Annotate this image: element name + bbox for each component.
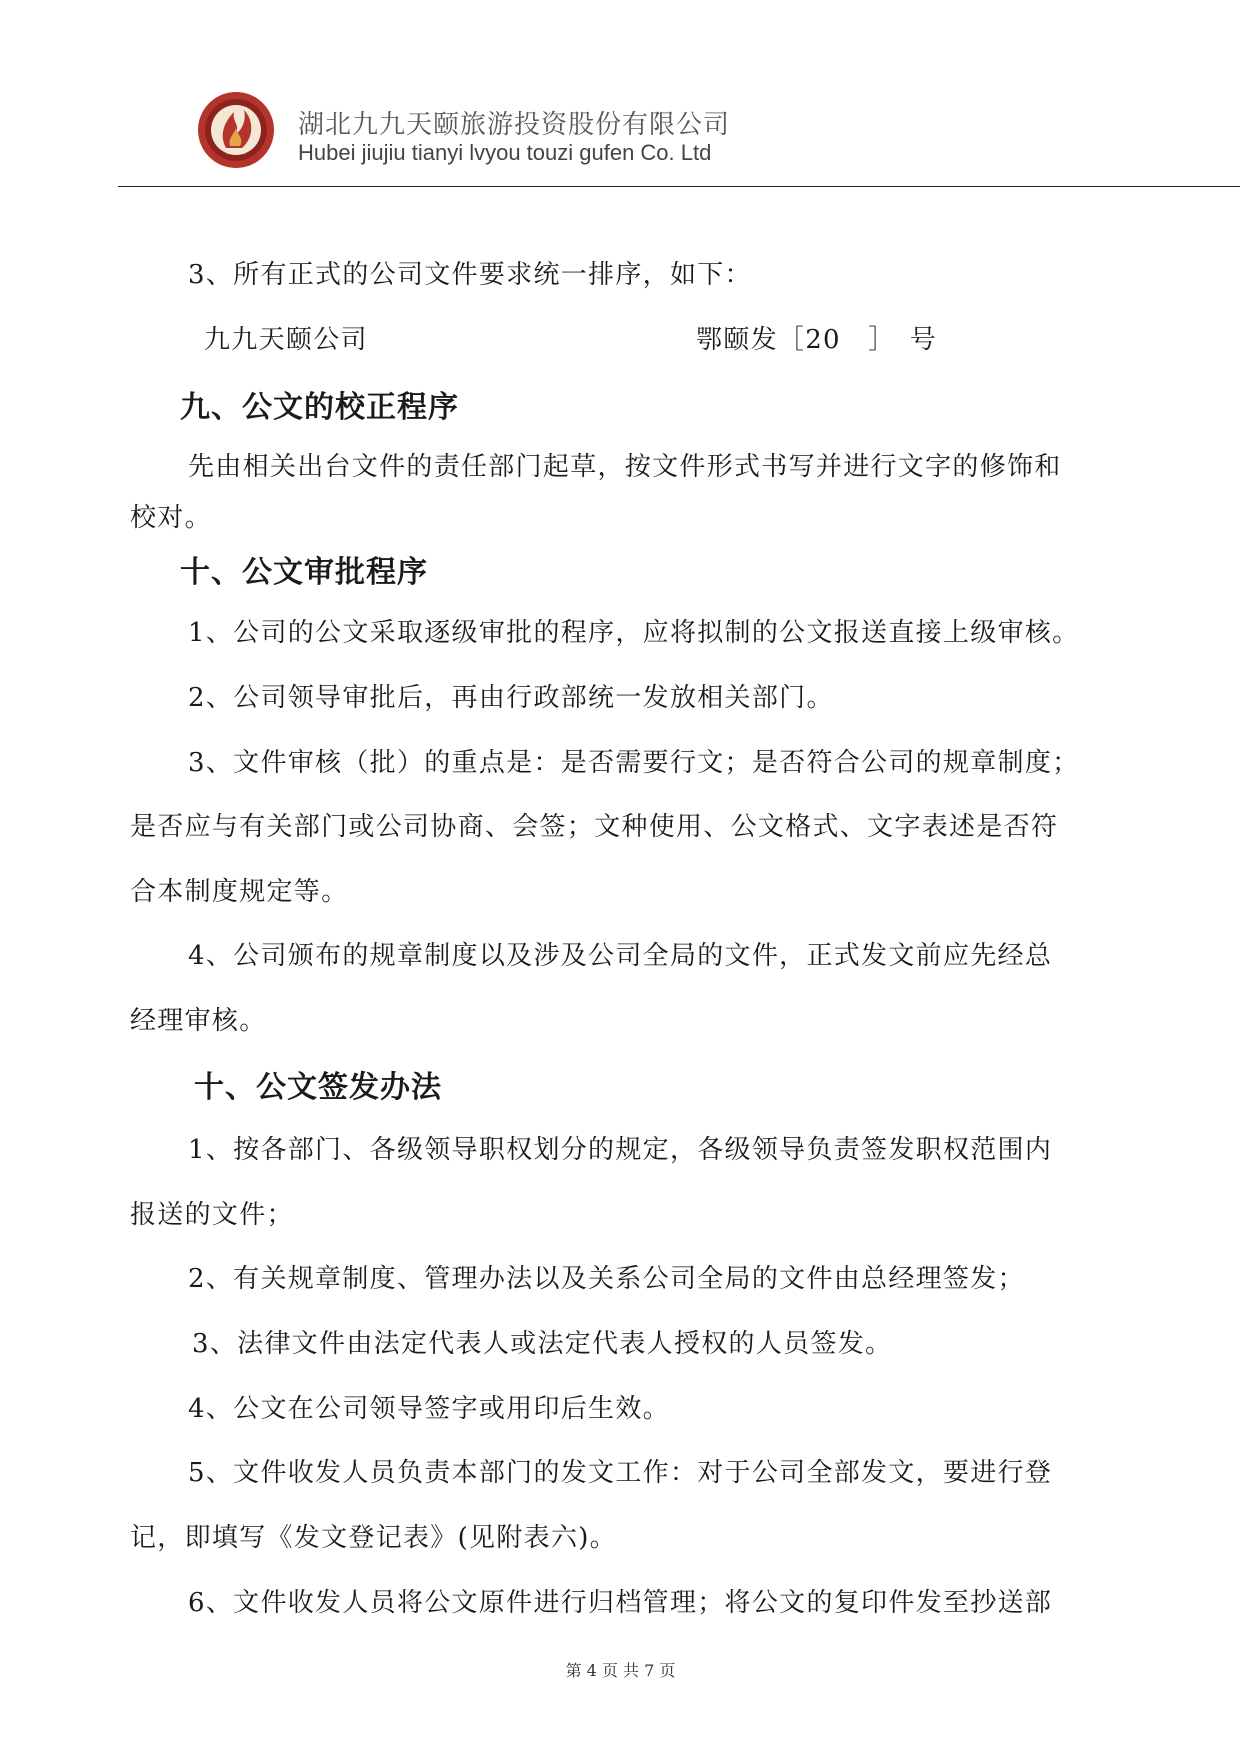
- paragraph-line: 3、所有正式的公司文件要求统一排序，如下：: [188, 260, 752, 290]
- paragraph-line: 合本制度规定等。: [130, 877, 349, 907]
- paragraph-line: 先由相关出台文件的责任部门起草，按文件形式书写并进行文字的修饰和: [188, 452, 1062, 482]
- paragraph-line: 经理审核。: [130, 1006, 267, 1036]
- page-header: [0, 0, 1241, 190]
- paragraph-line: 报送的文件；: [130, 1200, 294, 1230]
- company-name-cn: 湖北九九天颐旅游投资股份有限公司: [298, 110, 731, 140]
- paragraph-line: 4、公文在公司领导签字或用印后生效。: [188, 1394, 670, 1424]
- header-divider: [118, 186, 1240, 187]
- paragraph-line: 校对。: [130, 503, 212, 533]
- section-heading-10: 十、公文审批程序: [180, 555, 428, 590]
- paragraph-line: 3、文件审核（批）的重点是：是否需要行文；是否符合公司的规章制度；: [188, 748, 1080, 778]
- paragraph-line: 是否应与有关部门或公司协商、会签；文种使用、公文格式、文字表述是否符: [130, 812, 1059, 842]
- company-logo-icon: [196, 90, 276, 170]
- paragraph-line: 1、公司的公文采取逐级审批的程序，应将拟制的公文报送直接上级审核。: [188, 618, 1080, 648]
- paragraph-line: 6、文件收发人员将公文原件进行归档管理；将公文的复印件发至抄送部: [188, 1588, 1053, 1618]
- page-number: 第 4 页 共 7 页: [565, 1661, 676, 1680]
- paragraph-line: 2、有关规章制度、管理办法以及关系公司全局的文件由总经理签发；: [188, 1264, 1025, 1294]
- paragraph-line: 5、文件收发人员负责本部门的发文工作：对于公司全部发文，要进行登: [188, 1458, 1053, 1488]
- paragraph-line: 记，即填写《发文登记表》(见附表六)。: [130, 1523, 617, 1553]
- paragraph-line: 1、按各部门、各级领导职权划分的规定，各级领导负责签发职权范围内: [188, 1135, 1053, 1165]
- section-heading-10b: 十、公文签发办法: [194, 1070, 442, 1105]
- paragraph-line: 2、公司领导审批后，再由行政部统一发放相关部门。: [188, 683, 834, 713]
- paragraph-line: 3、法律文件由法定代表人或法定代表人授权的人员签发。: [192, 1329, 893, 1359]
- document-number-format: 鄂颐发［20 ］ 号: [696, 325, 938, 355]
- document-number-label: 九九天颐公司: [204, 325, 368, 355]
- section-heading-9: 九、公文的校正程序: [180, 390, 459, 425]
- company-name-en: Hubei jiujiu tianyi lvyou touzi gufen Co. Ltd: [298, 140, 712, 165]
- paragraph-line: 4、公司颁布的规章制度以及涉及公司全局的文件，正式发文前应先经总: [188, 941, 1053, 971]
